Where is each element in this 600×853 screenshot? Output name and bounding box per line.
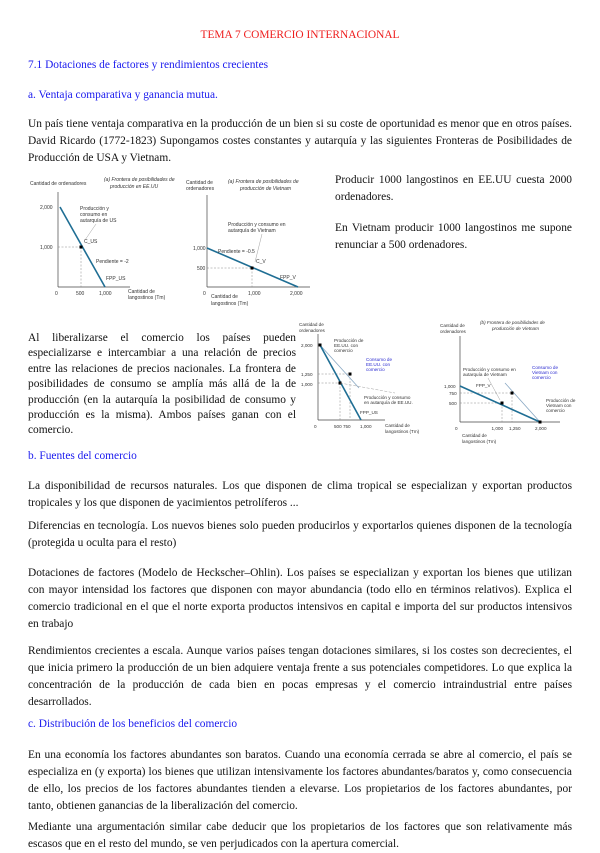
- tick-label: 1,000: [193, 246, 206, 252]
- annotation: Vietnam con: [532, 370, 558, 375]
- y-axis-label: ordenadores: [299, 328, 325, 333]
- subsection-heading-a: a. Ventaja comparativa y ganancia mutua.: [28, 89, 218, 101]
- slope-label: Pendiente = -2: [96, 259, 129, 265]
- fpp-line: [460, 386, 540, 422]
- annotation: autarquía de US: [80, 218, 117, 224]
- fpp-label: FPP_V: [476, 383, 491, 388]
- annotation: consumo en: [80, 212, 108, 218]
- x-axis-label: langostinos (Tm): [211, 301, 249, 307]
- figure-us-trade: [299, 322, 420, 434]
- figure-title: (a) Frontera de posibilidades de: [228, 179, 299, 185]
- paragraph-abundant-factors: En una economía los factores abundantes son baratos. Cuando una economía cerrada se abre al comercio, el país se especializa en (y exporta) los bienes que utilizan intensivamente los factores abundantes/baratos y, como consecuencia de ello, los precios de los factores abundantes tienden a elevarse. Los propietarios de los factores abundantes, por tanto, obtienen ganancias de la liberalización del comercio.: [28, 749, 572, 812]
- figure-title: producción en EE.UU: [110, 184, 159, 190]
- annotation: comercio: [366, 367, 385, 372]
- fpp-label: FPP_US: [106, 276, 126, 282]
- y-axis-label: ordenadores: [186, 186, 215, 192]
- tick-label: 1,000: [444, 384, 456, 389]
- figures-row-autarky: [28, 172, 572, 307]
- annotation: Consumo de: [366, 357, 393, 362]
- fpp-label: FPP_V: [280, 275, 296, 281]
- document-title: TEMA 7 COMERCIO INTERNACIONAL: [200, 29, 400, 41]
- tick-label: 500: [197, 266, 206, 272]
- tick-label: 1,000: [491, 426, 503, 431]
- paragraph-natural-resources: La disponibilidad de recursos naturales. Los que disponen de clima tropical se especializan y exportan productos tropicales y los que disponen de yacimientos petrolíferos ...: [28, 480, 572, 509]
- y-axis-label: Cantidad de: [186, 180, 213, 186]
- tick-label: 2,000: [535, 426, 547, 431]
- fpp-label: FPP_US: [360, 410, 378, 415]
- document-page: [28, 27, 576, 853]
- tick-label: 1,000: [40, 245, 53, 251]
- x-axis-label: langostinos (Tm): [462, 439, 497, 444]
- tick-label: 1,250: [301, 372, 313, 377]
- paragraph-technology: Diferencias en tecnología. Los nuevos bienes solo pueden producirlos y exportarlos quienes disponen de la tecnología (protegida u oculta para el resto): [28, 520, 572, 549]
- tick-label: 2,000: [290, 291, 303, 297]
- annotation: Vietnam con: [546, 403, 572, 408]
- annotation: Producción de: [546, 398, 576, 403]
- x-axis-label: Cantidad de: [462, 433, 487, 438]
- annotation: comercio: [334, 348, 353, 353]
- autarky-point: [251, 267, 254, 270]
- annotation: Consumo de: [532, 365, 559, 370]
- annotation: comercio: [546, 408, 565, 413]
- tick-label: 2,000: [40, 205, 53, 211]
- y-axis-label: Cantidad de: [440, 323, 465, 328]
- annotation: EE.UU. con: [334, 343, 358, 348]
- annotation: EE.UU. con: [366, 362, 390, 367]
- tick-label: 500 750: [334, 424, 351, 429]
- tick-label: 1,000: [248, 291, 261, 297]
- annotation: autarquía de Vietnam: [228, 228, 276, 234]
- figure-title: producción de Vietnam: [240, 186, 292, 192]
- figure-vietnam-trade: [440, 320, 576, 444]
- side-notes: [335, 172, 572, 254]
- tick-label: 1,250: [509, 426, 521, 431]
- paragraph-scarce-factors: Mediante una argumentación similar cabe deducir que los propietarios de los factores que son relativamente más escasos que en el resto del mundo, se ven perjudicados con la apertura comercial.: [28, 821, 572, 850]
- point-label: C_US: [84, 239, 98, 245]
- y-axis-label: Cantidad de: [299, 322, 324, 327]
- y-axis-label: ordenadores: [440, 329, 466, 334]
- figures-autarky: [28, 172, 320, 307]
- x-axis-label: langostinos (Tm): [385, 429, 420, 434]
- tick-label: 1,000: [360, 424, 372, 429]
- annotation: Producción y: [80, 206, 109, 212]
- annotation: Producción y consumo: [364, 395, 411, 400]
- tick-label: 0: [55, 291, 58, 297]
- tick-label: 500: [76, 291, 85, 297]
- tick-label: 1,000: [301, 382, 313, 387]
- paragraph-factor-endowments: Dotaciones de factores (Modelo de Heckscher–Ohlin). Los países se especializan y exportan los bienes que utilizan con mayor intensidad los factores que disponen con mayor abundancia (todo ello en términos relativos). Explica el comercio tradicional en el que el norte exporta productos intensivos en capital e importa del sur productos intensivos en trabajo: [28, 567, 572, 630]
- x-axis-label: Cantidad de: [385, 423, 410, 428]
- annotation: Producción de: [334, 338, 364, 343]
- figure-us-fpp: [30, 177, 175, 301]
- tick-label: 2,000: [301, 343, 313, 348]
- tick-label: 750: [449, 391, 457, 396]
- subsection-heading-b: b. Fuentes del comercio: [28, 450, 137, 462]
- annotation: en autarquía de EE.UU.: [364, 400, 413, 405]
- section-heading-7-1: 7.1 Dotaciones de factores y rendimientos crecientes: [28, 59, 269, 71]
- slope-label: Pendiente = -0.5: [218, 249, 255, 255]
- figure-title: producción de Vietnam: [492, 326, 539, 331]
- tick-label: 500: [449, 401, 457, 406]
- tick-label: 0: [455, 426, 458, 431]
- tick-label: 0: [314, 424, 317, 429]
- consumption-line: [505, 383, 540, 422]
- annotation: Producción y consumo en: [463, 367, 516, 372]
- x-axis-label: langostinos (Tm): [128, 295, 166, 301]
- paragraph-increasing-returns: Rendimientos crecientes a escala. Aunque varios países tengan dotaciones similares, si los costes son decrecientes, el que inicia primero la producción de un bien adquiere ventaja frente a sus potenciales competidores. Lo que explica la concentración de la producción de cada bien en pocas empresas y el comercio intraindustrial entre países desarrollados.: [28, 645, 572, 708]
- x-axis-label: Cantidad de: [128, 289, 155, 295]
- figure-title: (b) Frontera de posibilidades de: [480, 320, 545, 325]
- annotation: comercio: [532, 375, 551, 380]
- point-label: C_V: [256, 259, 266, 265]
- paragraph-us-cost: Producir 1000 langostinos en EE.UU cuesta 2000 ordenadores.: [335, 174, 572, 203]
- paragraph-vietnam-cost: En Vietnam producir 1000 langostinos me supone renunciar a 500 ordenadores.: [335, 222, 572, 251]
- x-axis-label: Cantidad de: [211, 294, 238, 300]
- paragraph-trade-liberalization: Al liberalizarse el comercio los países pueden especializarse e intercambiar a una relación de precios entre las relaciones de precios nacionales. La frontera de posibilidades de consumo se amplía más allá de la de producción (en la autarquía la posibilidad de consumo y producción es la misma). Ambos países ganan con el comercio.: [28, 332, 296, 437]
- figure-title: (a) Frontera de posibilidades de: [104, 177, 175, 183]
- tick-label: 1,000: [99, 291, 112, 297]
- figures-trade: [298, 318, 576, 444]
- figure-vietnam-fpp: [186, 179, 310, 307]
- annotation: Producción y consumo en: [228, 222, 286, 228]
- autarky-point: [80, 246, 83, 249]
- y-axis-label: Cantidad de ordenadores: [30, 181, 87, 187]
- subsection-heading-c: c. Distribución de los beneficios del comercio: [28, 718, 238, 730]
- tick-label: 0: [203, 291, 206, 297]
- paragraph-comparative-advantage: Un país tiene ventaja comparativa en la producción de un bien si su coste de oportunidad es menor que en otros países. David Ricardo (1772-1823) Supongamos costes constantes y autarquía y las siguientes Fronteras de Posibilidades de Producción de USA y Vietnam.: [28, 118, 572, 164]
- annotation: autarquía de Vietnam: [463, 372, 507, 377]
- figures-row-trade: [28, 318, 576, 444]
